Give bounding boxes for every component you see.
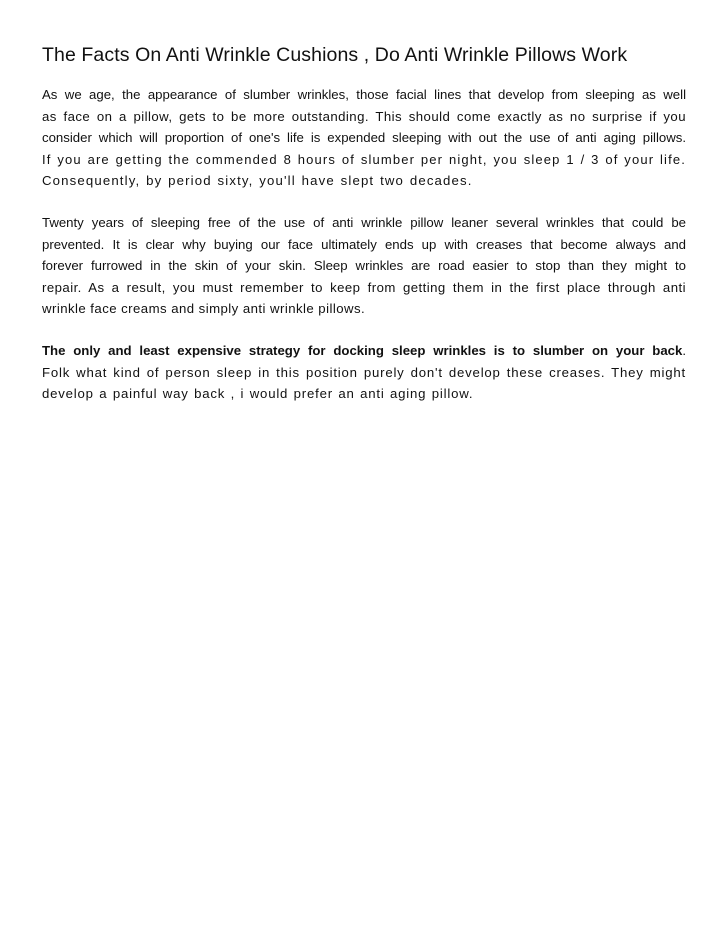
paragraph-line: Twenty years of sleeping free of the use of anti wrinkle pillow leaner several wrinkles that could be — [42, 214, 686, 230]
paragraph-first-line — [42, 340, 686, 362]
paragraph-line: develop a painful way back , i would prefer an anti aging pillow. — [42, 386, 474, 402]
paragraph-line: prevented. It is clear why buying our face ultimately ends up with creases that become always and — [42, 236, 686, 252]
bold-lead-sentence: The only and least expensive strategy for docking sleep wrinkles is to slumber on your back — [42, 342, 683, 358]
document-page — [42, 40, 686, 425]
paragraph-line: Consequently, by period sixty, you'll have slept two decades. — [42, 173, 473, 189]
paragraph-line: If you are getting the commended 8 hours of slumber per night, you sleep 1 / 3 of your life. — [42, 151, 686, 167]
paragraph-line: forever furrowed in the skin of your skin. Sleep wrinkles are road easier to stop than they might to — [42, 258, 686, 274]
paragraph-2 — [42, 212, 686, 320]
paragraph-line: Folk what kind of person sleep in this position purely don't develop these creases. They might — [42, 364, 686, 380]
paragraph-line: repair. As a result, you must remember to keep from getting them in the first place through anti — [42, 279, 686, 295]
paragraph-line: As we age, the appearance of slumber wrinkles, those facial lines that develop from sleeping as well — [42, 87, 686, 102]
paragraph-1 — [42, 84, 686, 192]
paragraph-line: as face on a pillow, gets to be more outstanding. This should come exactly as no surprise if you — [42, 108, 686, 124]
paragraph-line: wrinkle face creams and simply anti wrinkle pillows. — [42, 301, 366, 317]
paragraph-line: consider which will proportion of one's life is expended sleeping with out the use of anti aging pillows. — [42, 130, 686, 146]
paragraph-3 — [42, 340, 686, 405]
bold-lead-period: . — [682, 342, 686, 358]
document-title: The Facts On Anti Wrinkle Cushions , Do Anti Wrinkle Pillows Work — [42, 44, 628, 66]
